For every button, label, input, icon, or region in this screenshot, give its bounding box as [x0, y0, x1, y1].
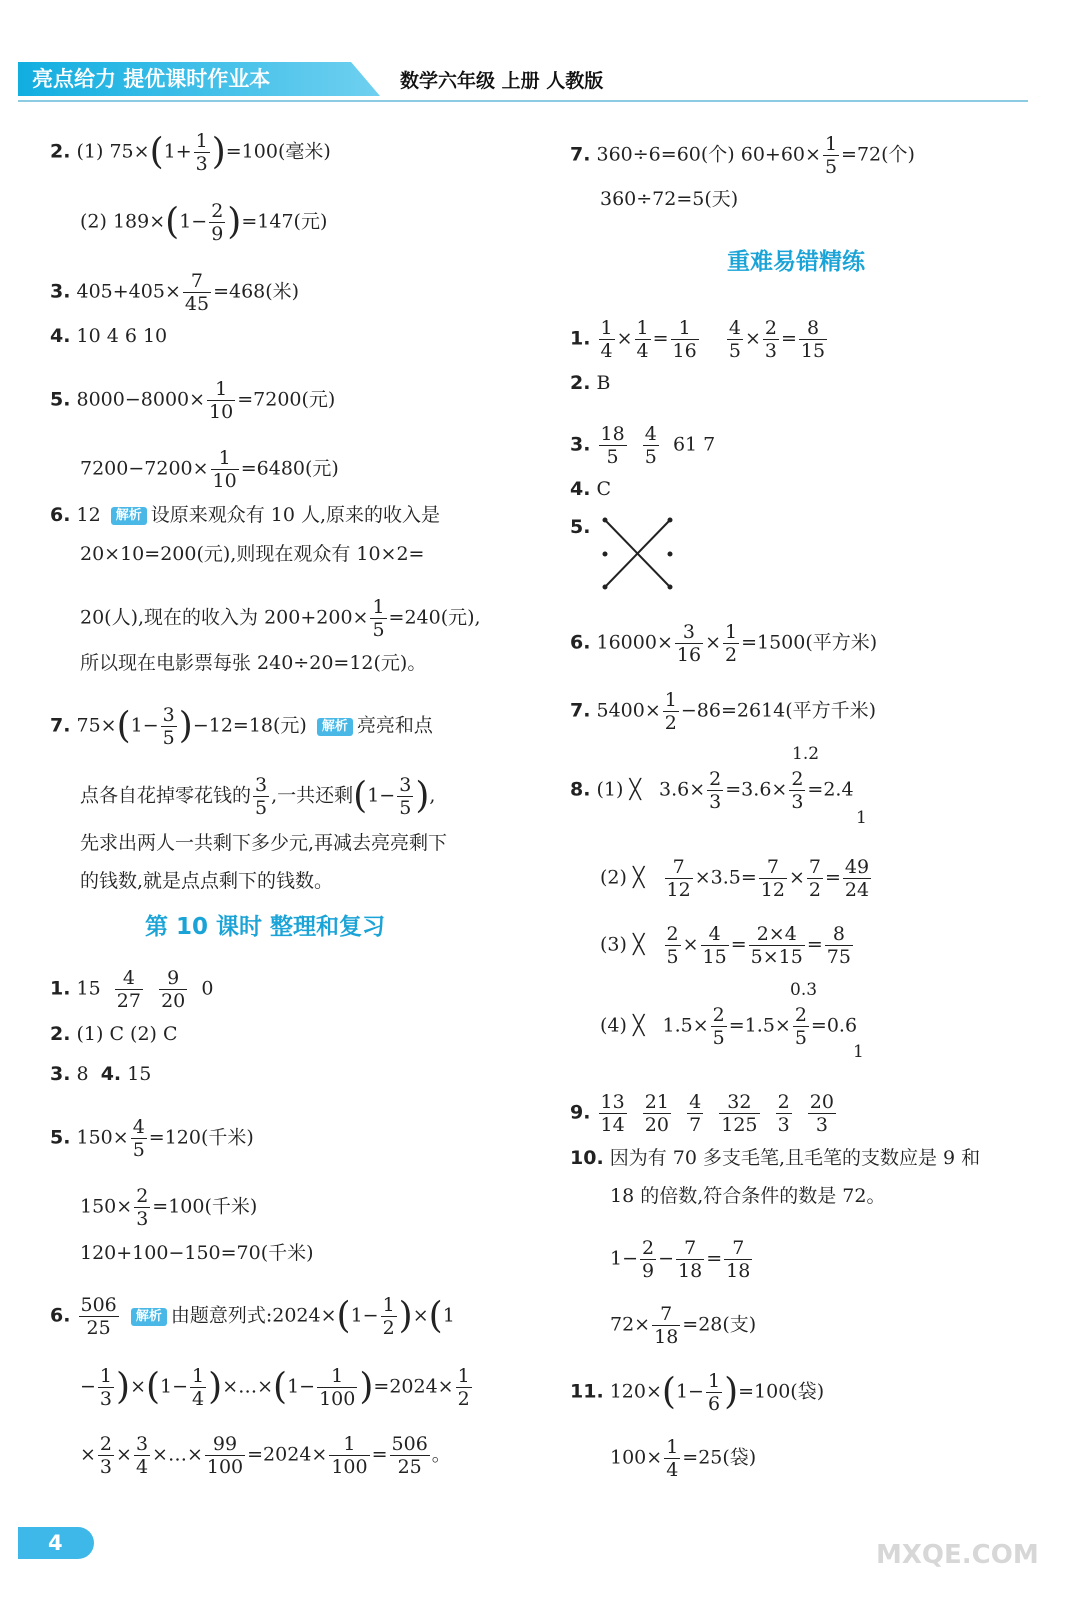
practice-10-line3: 1− $\frac{2}{9}$ − $\frac{7}{18}$ = $\frac{7}{18}$ [610, 1237, 751, 1282]
answer-4: 4. 10 4 6 10 [50, 325, 168, 347]
answer-6-line3: 20(人),现在的收入为 200+200× $\frac{1}{5}$ =240(元), [80, 596, 481, 641]
section-title-lesson10: 第 10 课时 整理和复习 [145, 914, 386, 940]
section-title-practice: 重难易错精练 [727, 249, 865, 275]
practice-3: 3. $\frac{18}{5}$ $\frac{4}{5}$ 61 7 [570, 423, 716, 468]
review-2: 2. (1) C (2) C [50, 1023, 178, 1045]
practice-11: 11. 120×(1− $\frac{1}{6}$ )=100(袋) [570, 1370, 825, 1415]
review-3-4: 3. 8 4. 15 [50, 1063, 152, 1085]
practice-8-4: (4) ╳ 1.5× $\frac{2}{5}$ =1.5× $\frac{2}{5}$ =0.6 [600, 1004, 858, 1049]
practice-9: 9. $\frac{13}{14}$ $\frac{21}{20}$ $\frac{4}{7}$ $\frac{32}{125}$ $\frac{2}{3}$ $\frac{20}{3}$ [570, 1091, 834, 1136]
answer-7: 7. 75×(1− $\frac{3}{5}$ )−12=18(元) 解析 亮亮和点 [50, 704, 433, 749]
practice-5: 5. [570, 516, 591, 538]
answer-r7: 7. 360÷6=60(个) 60+60× $\frac{1}{5}$ =72(个) [570, 133, 915, 178]
answer-7-line2: 点各自花掉零花钱的 $\frac{3}{5}$ ,一共还剩(1− $\frac{3}{5}$ ), [80, 774, 436, 819]
answer-5b: 7200−7200× $\frac{1}{10}$ =6480(元) [80, 447, 339, 492]
page-number: 4 [18, 1527, 94, 1559]
review-1: 1. 15 $\frac{4}{27}$ $\frac{9}{20}$ 0 [50, 967, 214, 1012]
answer-2-1: 2. (1) 75×(1+ $\frac{1}{3}$ )=100(毫米) [50, 130, 331, 175]
subject-title: 数学六年级 上册 人教版 [400, 70, 604, 92]
header-rule [18, 100, 1028, 102]
practice-10-line2: 18 的倍数,符合条件的数是 72。 [610, 1185, 886, 1207]
analysis-badge: 解析 [111, 507, 147, 525]
answer-7-line4: 的钱数,就是点点剩下的钱数。 [80, 870, 334, 892]
answer-6: 6. 12 解析 设原来观众有 10 人,原来的收入是 [50, 504, 441, 526]
cancel-bottom-4: 1 [853, 1042, 864, 1062]
practice-11-line2: 100× $\frac{1}{4}$ =25(袋) [610, 1436, 757, 1481]
practice-10-line4: 72× $\frac{7}{18}$ =28(支) [610, 1303, 757, 1348]
cancel-top-4: 0.3 [790, 980, 818, 1000]
practice-6: 6. 16000× $\frac{3}{16}$ × $\frac{1}{2}$ =1500(平方米) [570, 621, 878, 666]
answer-3: 3. 405+405× $\frac{7}{45}$ =468(米) [50, 270, 300, 315]
review-5c: 120+100−150=70(千米) [80, 1242, 314, 1264]
analysis-badge: 解析 [131, 1308, 167, 1326]
practice-7: 7. 5400× $\frac{1}{2}$ −86=2614(平方千米) [570, 689, 877, 734]
review-6-line2: − $\frac{1}{3}$ )×(1− $\frac{1}{4}$ )×…×(1− $\frac{1}{100}$ )=2024× $\frac{1}{2}$ [80, 1365, 470, 1410]
answer-6-line4: 所以现在电影票每张 240÷20=12(元)。 [80, 652, 427, 674]
practice-10: 10. 因为有 70 多支毛笔,且毛笔的支数应是 9 和 [570, 1147, 981, 1169]
review-6-line3: × $\frac{2}{3}$ × $\frac{3}{4}$ ×…× $\frac{99}{100}$ =2024× $\frac{1}{100}$ = $\frac{506}{25}$ 。 [80, 1433, 451, 1478]
series-title: 亮点给力 提优课时作业本 [32, 67, 271, 91]
watermark: MXQE.COM [876, 1540, 1039, 1570]
practice-2: 2. B [570, 372, 611, 394]
analysis-badge: 解析 [317, 718, 353, 736]
answer-2-2: (2) 189×(1− $\frac{2}{9}$ )=147(元) [80, 200, 328, 245]
cancel-top-1: 1.2 [792, 744, 820, 764]
answer-r7b: 360÷72=5(天) [600, 188, 739, 210]
review-6: 6. $\frac{506}{25}$ 解析 由题意列式:2024×(1− $\frac{1}{2}$ )×(1 [50, 1294, 455, 1339]
cancel-bottom-1: 1 [856, 808, 867, 828]
practice-8-2: (2) ╳ $\frac{7}{12}$ ×3.5= $\frac{7}{12}$ × $\frac{7}{2}$ = $\frac{49}{24}$ [600, 856, 870, 901]
answer-5a: 5. 8000−8000× $\frac{1}{10}$ =7200(元) [50, 378, 336, 423]
matching-lines-diagram [595, 512, 680, 592]
answer-7-line3: 先求出两人一共剩下多少元,再减去亮亮剩下 [80, 832, 448, 854]
practice-4: 4. C [570, 478, 612, 500]
practice-8-3: (3) ╳ $\frac{2}{5}$ × $\frac{4}{15}$ = $\frac{2\times 4}{5\times 15}$ = $\frac{8}{75}$ [600, 923, 851, 968]
practice-1: 1. $\frac{1}{4}$ × $\frac{1}{4}$ = $\frac{1}{16}$ $\frac{4}{5}$ × $\frac{2}{3}$ = $\frac{8}{15}$ [570, 317, 826, 362]
answer-6-line2: 20×10=200(元),则现在观众有 10×2= [80, 543, 425, 565]
review-5b: 150× $\frac{2}{3}$ =100(千米) [80, 1185, 258, 1230]
review-5a: 5. 150× $\frac{4}{5}$ =120(千米) [50, 1116, 254, 1161]
practice-8-1: 8. (1) ╳ 3.6× $\frac{2}{3}$ =3.6× $\frac{2}{3}$ =2.4 [570, 768, 854, 813]
